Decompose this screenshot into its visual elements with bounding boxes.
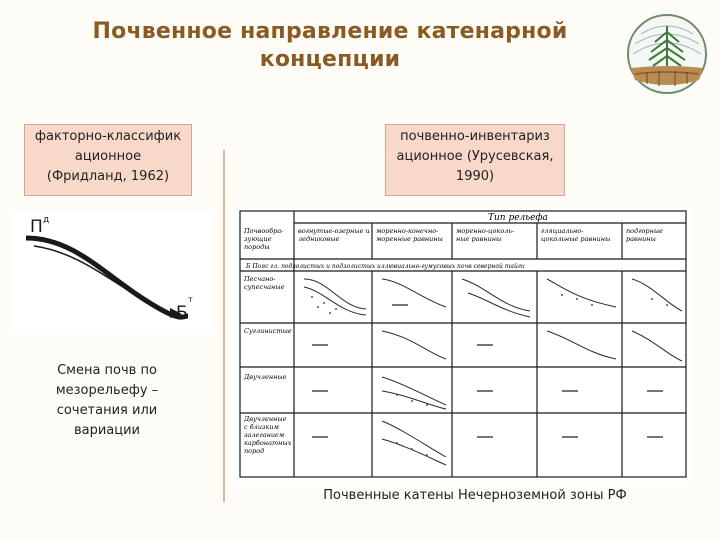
table-row-label: Песчано- xyxy=(244,275,276,283)
table-column-header: подгорные xyxy=(626,227,664,235)
caption-left-line-4: вариации xyxy=(73,423,141,438)
box-left-line-1: факторно-классифик xyxy=(34,129,182,144)
table-column-header: вогнутые-озерные и xyxy=(298,227,370,235)
table-row-label: карбонатных xyxy=(244,439,292,447)
caption-left-line-2: мезорельефу – xyxy=(55,383,159,398)
table-row-label: супесчаные xyxy=(244,283,285,291)
mesorelief-caption xyxy=(32,361,182,441)
table-column-header: цокольные равнины xyxy=(541,235,611,243)
soil-inventory-box xyxy=(385,124,565,196)
title-line-1: Почвенное направление катенарной xyxy=(92,19,568,44)
box-left-line-3: (Фридланд, 1962) xyxy=(46,169,170,184)
slope-top-sup: д xyxy=(43,215,50,225)
table-column-header: породы xyxy=(244,243,270,251)
box-right-line-3: 1990) xyxy=(455,169,495,184)
table-column-header: моренные равнины xyxy=(376,235,443,243)
table-zone-label: Б Пояс гл. подзолистых и подзолистых иллювиально-гумусовых почв северной тайги xyxy=(246,263,525,270)
caption-left-line-3: сочетания или xyxy=(56,403,158,418)
caption-left-line-1: Смена почв по xyxy=(57,363,157,378)
table-column-header: равнины xyxy=(626,235,656,243)
table-column-header: зующие xyxy=(244,235,272,243)
title-line-2: концепции xyxy=(259,47,401,72)
page-title xyxy=(60,18,600,74)
table-row-label: Двучленные xyxy=(244,373,287,381)
table-row-label: с близким xyxy=(244,423,280,431)
table-row-label: Двучленные xyxy=(244,415,287,423)
slope-bottom-sup: т xyxy=(188,295,193,304)
table-column-header: гляциально- xyxy=(541,227,584,235)
table-row-label: Суглинистые xyxy=(244,327,292,335)
table-column-header: моренно-конечно- xyxy=(376,227,439,235)
table-row-label: пород xyxy=(244,447,265,455)
table-row-label: залеганием xyxy=(244,431,285,439)
table-header: Тип рельефа xyxy=(488,213,548,223)
table-column-header: Почвообра- xyxy=(244,227,284,235)
institute-logo-icon xyxy=(625,12,709,96)
table-column-header: ные равнины xyxy=(456,235,502,243)
table-column-header: моренно-цоколь- xyxy=(456,227,515,235)
table-caption: Почвенные катены Нечерноземной зоны РФ xyxy=(323,488,627,503)
box-left-line-2: ационное xyxy=(74,149,142,164)
box-right-line-2: ационное (Урусевская, xyxy=(396,149,554,164)
vertical-divider xyxy=(223,150,225,502)
slope-bottom-label: Б xyxy=(176,303,188,323)
box-right-line-1: почвенно-инвентариз xyxy=(400,129,550,144)
factor-classification-box xyxy=(24,124,192,196)
slope-diagram xyxy=(12,212,212,334)
soil-catena-table xyxy=(232,207,692,482)
table-column-header: ледниковые xyxy=(298,235,340,243)
slope-top-label: П xyxy=(30,217,43,237)
